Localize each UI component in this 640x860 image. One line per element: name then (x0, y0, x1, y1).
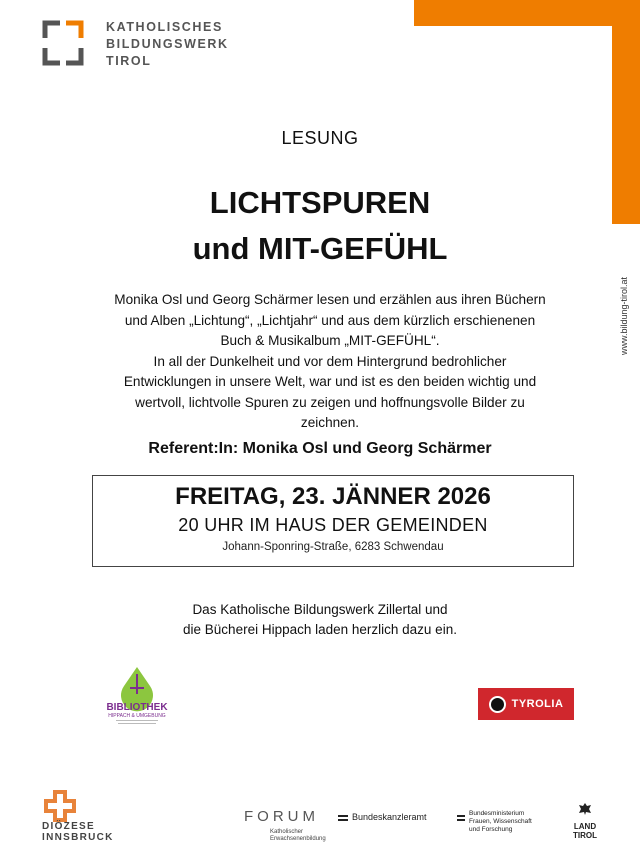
forum-subtitle: Katholischer Erwachsenenbildung (270, 829, 326, 842)
bibliothek-name: BIBLIOTHEK (106, 702, 168, 713)
event-date: FREITAG, 23. JÄNNER 2026 (175, 483, 491, 510)
kbw-logo-icon (42, 20, 84, 66)
event-address: Johann-Sponring-Straße, 6283 Schwendau (222, 541, 444, 553)
tirol-eagle-icon (578, 802, 592, 816)
tyrolia-emblem-icon (489, 696, 506, 713)
bundeskanzleramt-label: Bundeskanzleramt (352, 812, 427, 822)
website-url[interactable]: www.bildung-tirol.at (619, 276, 629, 356)
dioezese-cross-icon (44, 790, 76, 822)
dioezese-name: DIÖZESE INNSBRUCK (42, 821, 114, 843)
invitation-text: Das Katholische Bildungswerk Zillertal und die Bücherei Hippach laden herzlich dazu ein. (183, 602, 457, 637)
event-referent: Referent:In: Monika Osl und Georg Schärmer (148, 440, 492, 457)
ministerium-label: Bundesministerium Frauen, Wissenschaft und Forschung (469, 810, 532, 833)
bibliothek-logo (102, 664, 172, 728)
event-title: LICHTSPUREN und MIT-GEFÜHL (192, 185, 448, 266)
orange-corner-bar-top (414, 0, 640, 26)
ministerium-icon (457, 815, 465, 821)
date-box (92, 475, 574, 567)
bibliothek-sub: HIPPACH & UMGEBUNG (108, 713, 166, 719)
bundeskanzleramt-icon (338, 815, 348, 821)
event-category: LESUNG (281, 128, 359, 148)
forum-logo: FORUM (244, 808, 319, 825)
event-time-location: 20 UHR IM HAUS DER GEMEINDEN (178, 515, 488, 535)
tyrolia-label: TYROLIA (511, 698, 564, 710)
land-tirol-label: LAND TIROL (573, 822, 597, 840)
event-description: Monika Osl und Georg Schärmer lesen und erzählen aus ihren Büchern und Alben „Lichtung“, „Lichtjahr“ und aus dem kürzlich erschienenen Buch & Musikalbum „MIT-GEFÜHL“. In all der Dunkelheit und vor dem Hintergrund bedrohlicher Entwicklungen in unsere Welt, war und ist es den beiden wichtig und wertvoll, lichtvolle Spuren zu zeigen und hoffnungsvolle Bilder zu zeichnen. (114, 292, 546, 430)
tyrolia-logo (478, 688, 574, 720)
organization-name: KATHOLISCHES BILDUNGSWERK TIROL (106, 20, 229, 68)
